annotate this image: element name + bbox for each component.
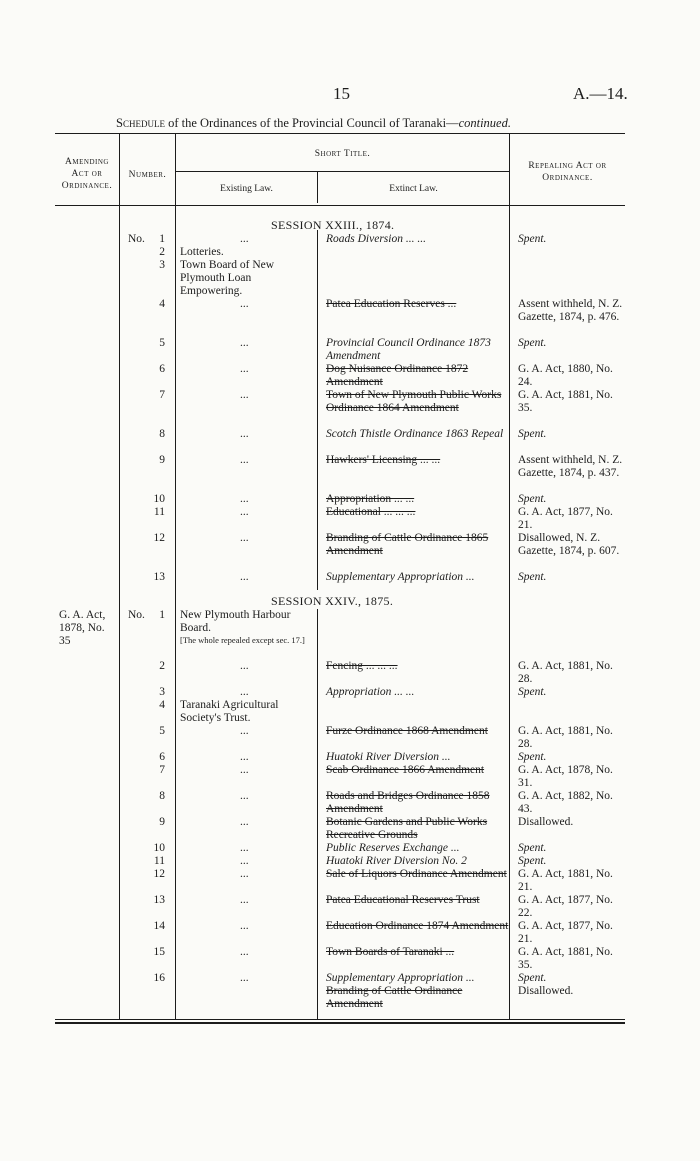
row-number: 1 (159, 233, 165, 245)
bottom-rule-1 (55, 1019, 625, 1020)
repealing-act: Disallowed. (518, 985, 574, 997)
row-number: 3 (159, 686, 165, 698)
row-number: 4 (159, 298, 165, 310)
existing-law: ... (240, 337, 249, 349)
existing-law: ... (240, 972, 249, 984)
row-number: 7 (159, 764, 165, 776)
repealing-act: Spent. (518, 972, 547, 984)
extinct-law: Dog Nuisance Ordinance 1872 Amendment (326, 363, 469, 388)
repealing-act: G. A. Act, 1877, No. 22. (518, 894, 613, 919)
title-rest: of the Ordinances of the Provincial Council of Taranaki— (168, 116, 459, 130)
existing-law: Town Board of New Plymouth Loan Empowering. (180, 259, 275, 297)
existing-law-header: Existing Law. (220, 184, 273, 194)
repealing-act: G. A. Act, 1881, No. 35. (518, 389, 613, 414)
top-rule (55, 133, 625, 134)
row-number: 8 (159, 790, 165, 802)
extinct-law: Huatoki River Diversion No. 2 (326, 855, 467, 867)
amending-act: G. A. Act, 1878, No. 35 (59, 609, 106, 647)
repealing-act: Spent. (518, 842, 547, 854)
extinct-law: Huatoki River Diversion ... (326, 751, 451, 763)
row-number: 16 (153, 972, 165, 984)
row-number: 11 (153, 506, 165, 518)
existing-law: ... (240, 751, 249, 763)
extinct-law: Furze Ordinance 1868 Amendment (326, 725, 488, 737)
existing-law: New Plymouth Harbour Board. (180, 609, 291, 634)
row-number: 2 (159, 660, 165, 672)
row-number: 4 (159, 699, 165, 711)
repeal-note: [The whole repealed except sec. 17.] (180, 635, 305, 645)
extinct-law: Patea Educational Reserves Trust (326, 894, 480, 906)
existing-law: ... (240, 842, 249, 854)
page-number: 15 (333, 84, 350, 103)
row-number: 11 (153, 855, 165, 867)
row-number: 9 (159, 816, 165, 828)
repealing-act: Disallowed, N. Z. Gazette, 1874, p. 607. (518, 532, 620, 557)
row-number: 15 (153, 946, 165, 958)
row-number: 13 (153, 894, 165, 906)
existing-law: ... (240, 686, 249, 698)
existing-law: ... (240, 660, 249, 672)
existing-law: ... (240, 298, 249, 310)
repealing-act: Spent. (518, 493, 547, 505)
row-number: 10 (153, 842, 165, 854)
extinct-law: Provincial Council Ordinance 1873 Amendment (326, 337, 491, 362)
existing-law: ... (240, 571, 249, 583)
existing-law: ... (240, 506, 249, 518)
extinct-law: Fencing ... ... ... (326, 660, 398, 672)
existing-law: ... (240, 428, 249, 440)
extinct-law: Appropriation ... ... (326, 493, 415, 505)
existing-law: ... (240, 454, 249, 466)
repealing-act: Spent. (518, 428, 547, 440)
extinct-law: Scotch Thistle Ordinance 1863 Repeal (326, 428, 504, 440)
extinct-law: Branding of Cattle Ordinance Amendment (326, 985, 463, 1010)
extinct-law: Supplementary Appropriation ... (326, 972, 475, 984)
existing-law: ... (240, 493, 249, 505)
existing-law: ... (240, 725, 249, 737)
repealing-act: Spent. (518, 233, 547, 245)
amending-header: Amending Act or Ordinance. (61, 157, 113, 191)
row-number: 12 (153, 868, 165, 880)
extinct-law: Branding of Cattle Ordinance 1865 Amendment (326, 532, 489, 557)
extinct-law: Appropriation ... ... (326, 686, 415, 698)
document-code: A.—14. (573, 84, 628, 103)
bottom-rule-2 (55, 1022, 625, 1024)
no-label: No. (128, 609, 145, 621)
extinct-law-header: Extinct Law. (389, 184, 438, 194)
row-number: 14 (153, 920, 165, 932)
no-label: No. (128, 233, 145, 245)
repealing-act: Spent. (518, 855, 547, 867)
extinct-law: Sale of Liquors Ordinance Amendment (326, 868, 507, 880)
repealing-act: Spent. (518, 571, 547, 583)
existing-law: ... (240, 855, 249, 867)
repealing-act: Spent. (518, 751, 547, 763)
extinct-law: Hawkers' Licensing ... ... (326, 454, 441, 466)
header-bottom-rule (55, 205, 625, 206)
existing-law: ... (240, 868, 249, 880)
row-number: 6 (159, 751, 165, 763)
repealing-act: Assent withheld, N. Z. Gazette, 1874, p. 476. (518, 298, 623, 323)
repealing-act: G. A. Act, 1881, No. 21. (518, 868, 613, 893)
extinct-law: Roads Diversion ... ... (326, 233, 426, 245)
repealing-act: G. A. Act, 1877, No. 21. (518, 920, 613, 945)
existing-law: ... (240, 389, 249, 401)
extinct-law: Town of New Plymouth Public Works Ordinance 1864 Amendment (326, 389, 502, 414)
existing-law: ... (240, 894, 249, 906)
row-number: 5 (159, 725, 165, 737)
session-heading-xxiv: SESSION XXIV., 1875. (271, 594, 394, 608)
extinct-law: Town Boards of Taranaki ... (326, 946, 455, 958)
repealing-act: Assent withheld, N. Z. Gazette, 1874, p. 437. (518, 454, 623, 479)
extinct-law: Roads and Bridges Ordinance 1858 Amendment (326, 790, 490, 815)
repealing-act: G. A. Act, 1880, No. 24. (518, 363, 613, 388)
existing-law: ... (240, 764, 249, 776)
repealing-act: Spent. (518, 686, 547, 698)
repealing-act: G. A. Act, 1877, No. 21. (518, 506, 613, 531)
row-number: 6 (159, 363, 165, 375)
existing-law: ... (240, 946, 249, 958)
title-lead: Schedule (116, 116, 165, 130)
row-number: 8 (159, 428, 165, 440)
extinct-law: Public Reserves Exchange ... (326, 842, 460, 854)
row-number: 2 (159, 246, 165, 258)
row-number: 5 (159, 337, 165, 349)
row-number: 1 (159, 609, 165, 621)
existing-law: ... (240, 532, 249, 544)
extinct-law: Education Ordinance 1874 Amendment (326, 920, 509, 932)
repealing-act: Spent. (518, 337, 547, 349)
repealing-act: G. A. Act, 1881, No. 35. (518, 946, 613, 971)
existing-law: ... (240, 790, 249, 802)
title-continued: continued. (458, 116, 511, 130)
schedule-title (116, 116, 511, 131)
col-rule-2 (175, 133, 176, 1019)
repealing-act: G. A. Act, 1878, No. 31. (518, 764, 613, 789)
row-number: 13 (153, 571, 165, 583)
repealing-header: Repealing Act or Ordinance. (528, 161, 607, 183)
repealing-act: G. A. Act, 1881, No. 28. (518, 660, 613, 685)
row-number: 10 (153, 493, 165, 505)
extinct-law: Patea Education Reserves ... (326, 298, 457, 310)
existing-law: Lotteries. (180, 246, 224, 258)
short-title-header: Short Title. (314, 149, 371, 159)
existing-law: ... (240, 920, 249, 932)
existing-law: ... (240, 816, 249, 828)
existing-law: ... (240, 233, 249, 245)
extinct-law: Botanic Gardens and Public Works Recreative Grounds (326, 816, 488, 841)
row-number: 9 (159, 454, 165, 466)
col-rule-1 (119, 133, 120, 1019)
row-number: 12 (153, 532, 165, 544)
repealing-act: G. A. Act, 1881, No. 28. (518, 725, 613, 750)
repealing-act: Disallowed. (518, 816, 574, 828)
number-header: Number. (128, 170, 167, 180)
session-heading-xxiii: SESSION XXIII., 1874. (271, 218, 395, 232)
extinct-law: Scab Ordinance 1866 Amendment (326, 764, 485, 776)
extinct-law: Supplementary Appropriation ... (326, 571, 475, 583)
row-number: 3 (159, 259, 165, 271)
short-title-sub-rule (176, 171, 509, 172)
row-number: 7 (159, 389, 165, 401)
existing-law: Taranaki Agricultural Society's Trust. (180, 699, 279, 724)
extinct-law: Educational ... ... ... (326, 506, 416, 518)
repealing-act: G. A. Act, 1882, No. 43. (518, 790, 613, 815)
existing-law: ... (240, 363, 249, 375)
